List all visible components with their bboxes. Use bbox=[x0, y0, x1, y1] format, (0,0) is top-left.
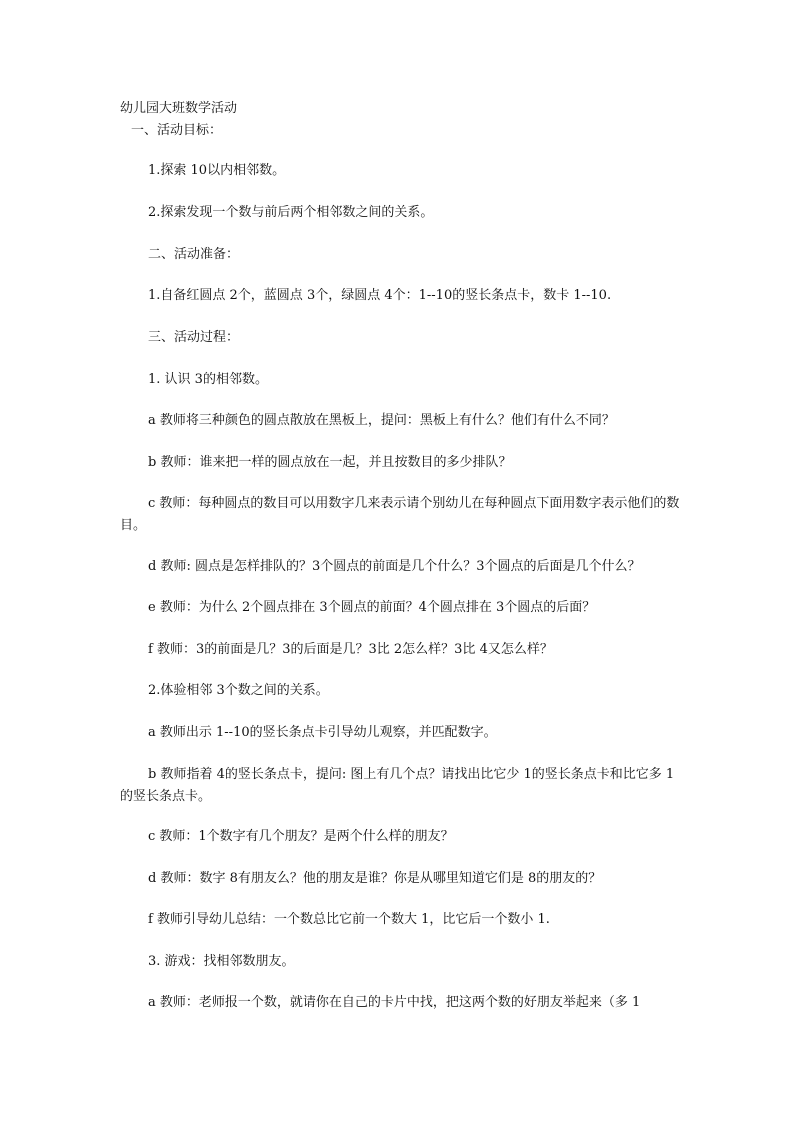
paragraph: b 教师指着 4的竖长条点卡，提问: 图上有几个点？请找出比它少 1的竖长条点卡和比它多 1的竖长条点卡。 bbox=[120, 767, 675, 804]
paragraph: 2.体验相邻 3个数之间的关系。 bbox=[148, 683, 329, 698]
paragraph: a 教师出示 1--10的竖长条点卡引导幼儿观察，并匹配数字。 bbox=[148, 725, 497, 740]
paragraph: 1.自备红圆点 2个，蓝圆点 3个，绿圆点 4个：1--10的竖长条点卡，数卡 1--10. bbox=[148, 288, 612, 303]
paragraph: c 教师：1个数字有几个朋友？是两个什么样的朋友？ bbox=[148, 829, 454, 844]
paragraph: d 教师: 圆点是怎样排队的？3个圆点的前面是几个什么？3个圆点的后面是几个什么？ bbox=[148, 559, 641, 574]
paragraph: a 教师：老师报一个数，就请你在自己的卡片中找，把这两个数的好朋友举起来（多 1 bbox=[148, 995, 641, 1010]
paragraph: a 教师将三种颜色的圆点散放在黑板上，提问：黑板上有什么？他们有什么不同？ bbox=[148, 413, 615, 428]
section-heading-process: 三、活动过程： bbox=[148, 330, 240, 345]
section-heading-preparation: 二、活动准备： bbox=[148, 247, 240, 262]
paragraph: 3. 游戏：找相邻数朋友。 bbox=[148, 954, 295, 969]
document-title: 幼儿园大班数学活动 bbox=[120, 101, 238, 116]
paragraph: 2.探索发现一个数与前后两个相邻数之间的关系。 bbox=[148, 205, 434, 220]
paragraph: f 教师：3的前面是几？3的后面是几？3比 2怎么样？3比 4又怎么样？ bbox=[148, 642, 553, 657]
paragraph: f 教师引导幼儿总结：一个数总比它前一个数大 1，比它后一个数小 1. bbox=[148, 912, 550, 927]
paragraph: d 教师：数字 8有朋友么？他的朋友是谁？你是从哪里知道它们是 8的朋友的？ bbox=[148, 871, 602, 886]
paragraph: b 教师：谁来把一样的圆点放在一起，并且按数目的多少排队？ bbox=[148, 455, 512, 470]
paragraph: c 教师：每种圆点的数目可以用数字几来表示请个别幼儿在每种圆点下面用数字表示他们的数目。 bbox=[120, 496, 680, 533]
paragraph: 1. 认识 3的相邻数。 bbox=[148, 372, 268, 387]
section-heading-goals: 一、活动目标： bbox=[131, 123, 223, 138]
paragraph: 1.探索 10以内相邻数。 bbox=[148, 163, 286, 178]
paragraph: e 教师：为什么 2个圆点排在 3个圆点的前面？4个圆点排在 3个圆点的后面？ bbox=[148, 600, 596, 615]
